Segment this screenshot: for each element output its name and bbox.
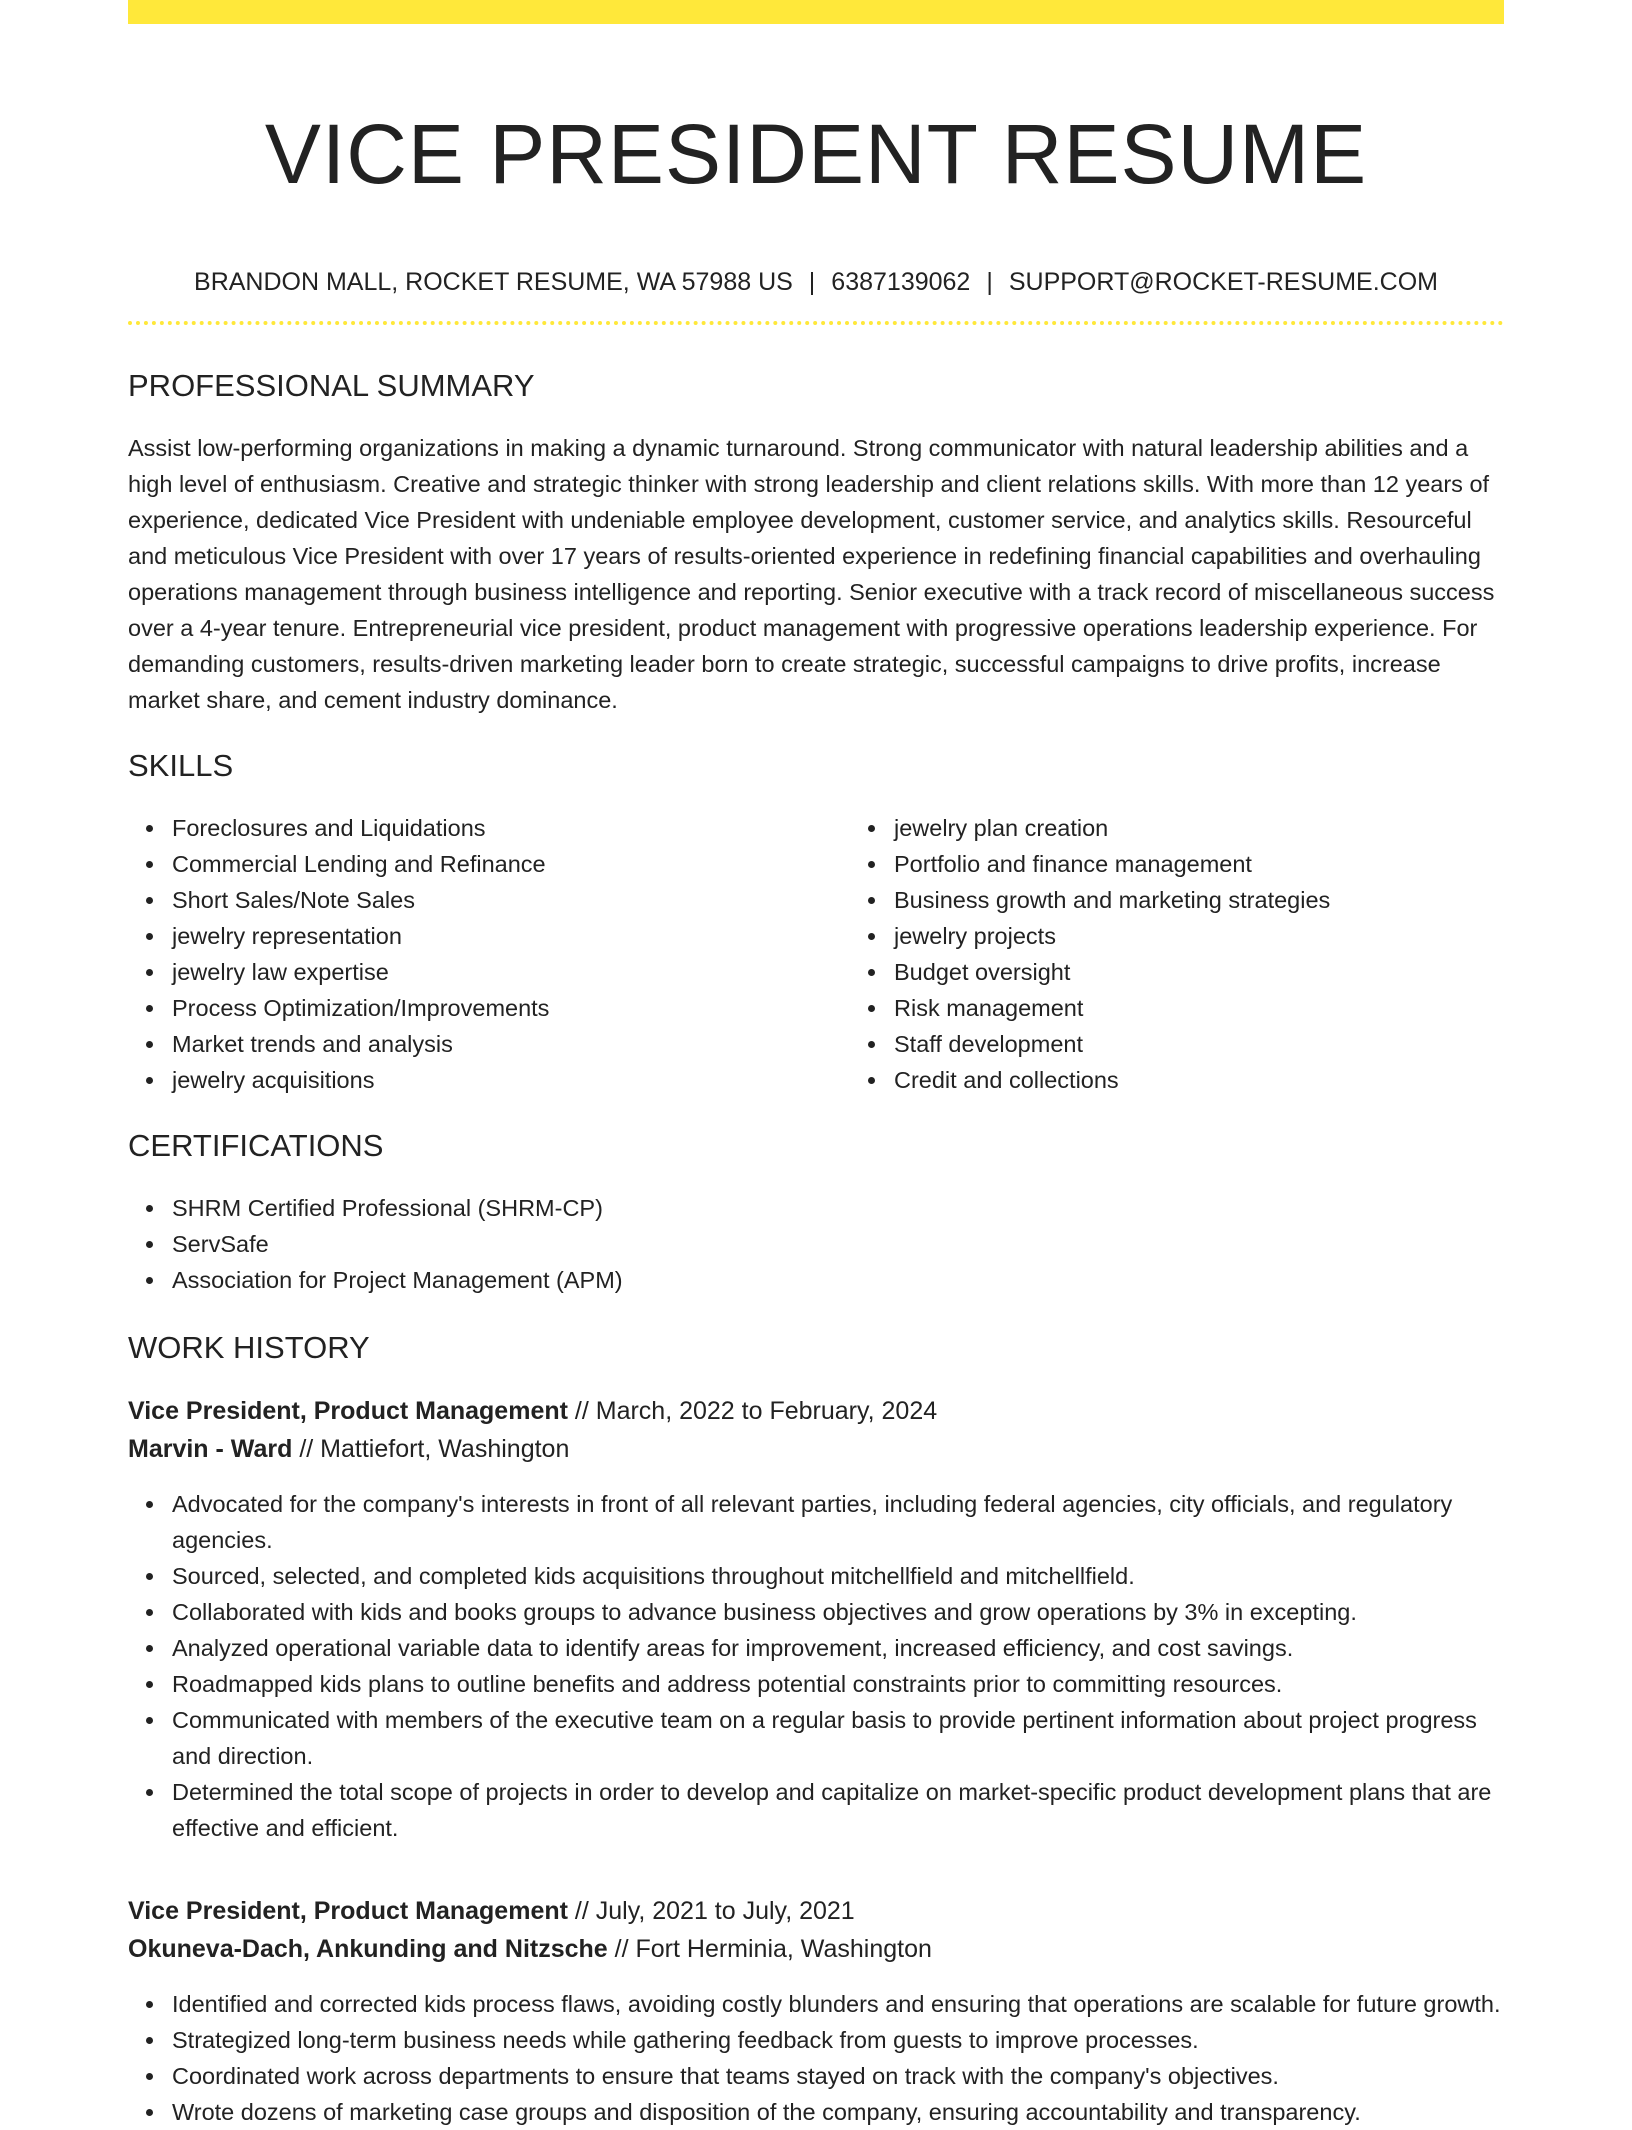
contact-line	[128, 266, 1504, 298]
resume-title: VICE PRESIDENT RESUME	[264, 107, 1368, 201]
job-bullet: Determined the total scope of projects in order to develop and capitalize on market-specific product development plans that are effective and efficient.	[172, 1774, 1504, 1846]
certifications-heading: CERTIFICATIONS	[128, 1128, 384, 1163]
job-entry	[128, 1892, 1504, 2130]
resume-page	[128, 0, 1504, 2130]
job-company: Okuneva-Dach, Ankunding and Nitzsche	[128, 1935, 608, 1963]
job-bullet: Wrote dozens of marketing case groups and disposition of the company, ensuring accountability and transparency.	[172, 2094, 1504, 2130]
job-title-line	[128, 1392, 1504, 1430]
job-bullet: Identified and corrected kids process flaws, avoiding costly blunders and ensuring that operations are scalable for future growth.	[172, 1986, 1504, 2022]
skill-item: Budget oversight	[894, 954, 1572, 990]
skill-item: Foreclosures and Liquidations	[172, 810, 850, 846]
accent-top-bar	[128, 0, 1504, 24]
certification-item: SHRM Certified Professional (SHRM-CP)	[172, 1190, 1504, 1226]
job-bullets	[128, 1986, 1504, 2130]
job-entry	[128, 1392, 1504, 1846]
skills-heading: SKILLS	[128, 748, 234, 783]
skill-item: jewelry law expertise	[172, 954, 850, 990]
contact-separator: |	[986, 268, 993, 296]
job-company-line	[128, 1430, 1504, 1468]
dotted-divider	[128, 321, 1504, 325]
skill-item: Process Optimization/Improvements	[172, 990, 850, 1026]
job-title-line	[128, 1892, 1504, 1930]
skill-item: Staff development	[894, 1026, 1572, 1062]
skills-grid	[128, 810, 1504, 1098]
job-bullet: Sourced, selected, and completed kids acquisitions throughout mitchellfield and mitchellfield.	[172, 1558, 1504, 1594]
skill-item: Credit and collections	[894, 1062, 1572, 1098]
certification-item: Association for Project Management (APM)	[172, 1262, 1504, 1298]
skills-list-left	[128, 810, 850, 1098]
skill-item: jewelry acquisitions	[172, 1062, 850, 1098]
contact-email: SUPPORT@ROCKET-RESUME.COM	[1008, 268, 1438, 296]
skill-item: Commercial Lending and Refinance	[172, 846, 850, 882]
job-bullets	[128, 1486, 1504, 1846]
skill-item: Risk management	[894, 990, 1572, 1026]
skill-item: Business growth and marketing strategies	[894, 882, 1572, 918]
job-bullet: Coordinated work across departments to ensure that teams stayed on track with the company's objectives.	[172, 2058, 1504, 2094]
skill-item: Short Sales/Note Sales	[172, 882, 850, 918]
job-location: // Fort Herminia, Washington	[614, 1935, 932, 1963]
job-title: Vice President, Product Management	[128, 1397, 568, 1425]
summary-heading: PROFESSIONAL SUMMARY	[128, 368, 535, 403]
job-bullet: Analyzed operational variable data to identify areas for improvement, increased efficiency, and cost savings.	[172, 1630, 1504, 1666]
work-history-heading: WORK HISTORY	[128, 1330, 370, 1365]
job-location: // Mattiefort, Washington	[299, 1435, 570, 1463]
job-dates: // March, 2022 to February, 2024	[574, 1397, 938, 1425]
contact-phone: 6387139062	[831, 268, 971, 296]
skill-item: jewelry representation	[172, 918, 850, 954]
skill-item: Portfolio and finance management	[894, 846, 1572, 882]
certification-item: ServSafe	[172, 1226, 1504, 1262]
skill-item: jewelry projects	[894, 918, 1572, 954]
job-bullet: Strategized long-term business needs while gathering feedback from guests to improve processes.	[172, 2022, 1504, 2058]
job-bullet: Communicated with members of the executive team on a regular basis to provide pertinent information about project progress and direction.	[172, 1702, 1504, 1774]
job-title: Vice President, Product Management	[128, 1897, 568, 1925]
job-company-line	[128, 1930, 1504, 1968]
skill-item: Market trends and analysis	[172, 1026, 850, 1062]
skill-item: jewelry plan creation	[894, 810, 1572, 846]
job-bullet: Advocated for the company's interests in front of all relevant parties, including federal agencies, city officials, and regulatory agencies.	[172, 1486, 1504, 1558]
summary-text: Assist low-performing organizations in making a dynamic turnaround. Strong communicator with natural leadership abilities and a high level of enthusiasm. Creative and strategic thinker with strong leadership and client relations skills. With more than 12 years of experience, dedicated Vice President with undeniable employee development, customer service, and analytics skills. Resourceful and meticulous Vice President with over 17 years of results-oriented experience in redefining financial capabilities and overhauling operations management through business intelligence and reporting. Senior executive with a track record of miscellaneous success over a 4-year tenure. Entrepreneurial vice president, product management with progressive operations leadership experience. For demanding customers, results-driven marketing leader born to create strategic, successful campaigns to drive profits, increase market share, and cement industry dominance.	[128, 435, 1495, 713]
contact-separator: |	[808, 268, 816, 296]
job-dates: // July, 2021 to July, 2021	[574, 1897, 855, 1925]
job-bullet: Collaborated with kids and books groups to advance business objectives and grow operations by 3% in excepting.	[172, 1594, 1504, 1630]
contact-address: BRANDON MALL, ROCKET RESUME, WA 57988 US	[194, 268, 793, 296]
skills-list-right	[850, 810, 1572, 1098]
job-bullet: Roadmapped kids plans to outline benefits and address potential constraints prior to committing resources.	[172, 1666, 1504, 1702]
job-company: Marvin - Ward	[128, 1435, 293, 1463]
certifications-list	[128, 1190, 1504, 1298]
